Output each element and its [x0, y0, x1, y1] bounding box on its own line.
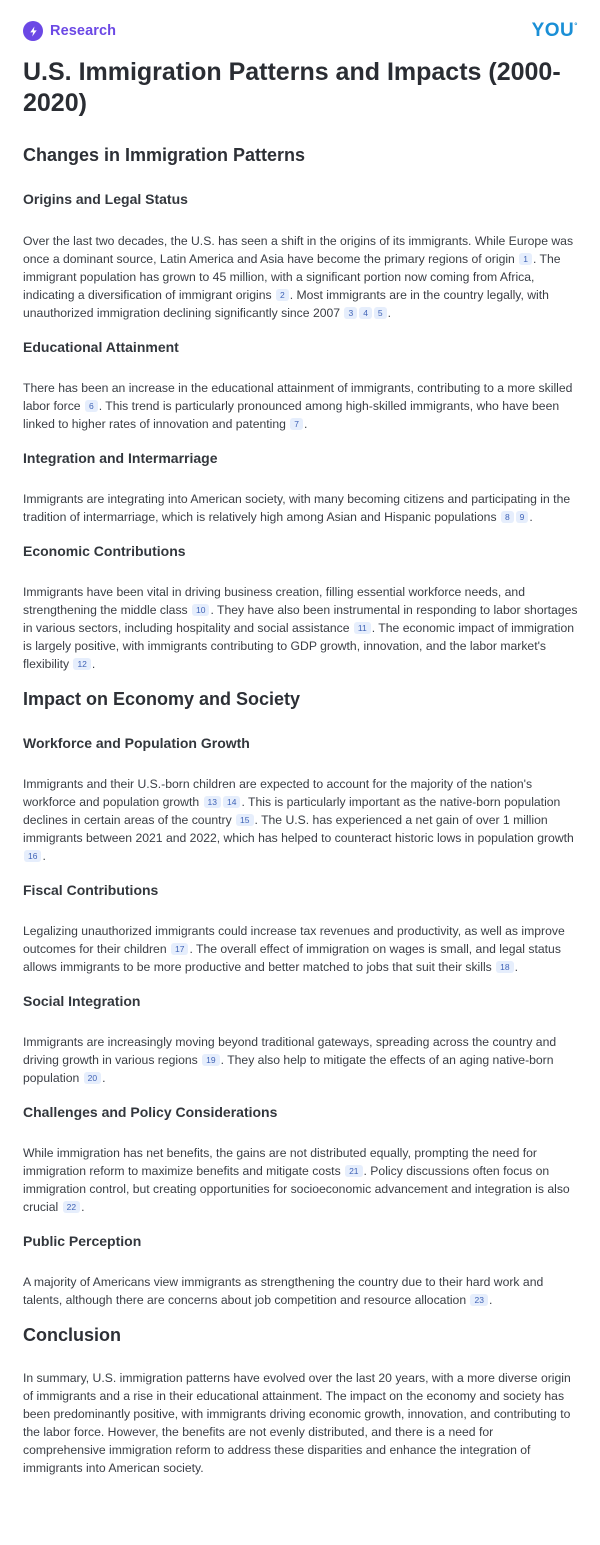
paragraph-origins: Over the last two decades, the U.S. has seen a shift in the origins of its immigrants. While Europe was once a dominant source, Latin America and Asia have become the primary regions of origin 1 . The immigrant population has grown to 45 million, with a significant portion now coming from Africa, indicating a diversification of immigrant origins 2 . Most immigrants are in the country legally, with unauthorized immigration declining significantly since 2007 3 4 5 .	[23, 234, 574, 320]
paragraph-challenges: While immigration has net benefits, the gains are not distributed equally, prompting the need for immigration reform to maximize benefits and mitigate costs 21 . Policy discussions often focus on immigration control, but creating opportunities for socioeconomic advancement and integration is also crucial 22 .	[23, 1146, 570, 1214]
paragraph-fiscal: Legalizing unauthorized immigrants could increase tax revenues and productivity, as well as improve outcomes for their children 17 . The overall effect of immigration on wages is small, and legal status allows immigrants to be more productive and better matched to jobs that suit their skills 18 .	[23, 924, 565, 974]
citation-badge[interactable]: 9	[516, 511, 529, 523]
citation-badge[interactable]: 14	[223, 796, 240, 808]
citation-badge[interactable]: 21	[345, 1165, 362, 1177]
subheading-social: Social Integration	[23, 993, 141, 1009]
section-heading-conclusion: Conclusion	[23, 1325, 121, 1345]
bolt-icon	[23, 21, 43, 41]
citation-badge[interactable]: 18	[496, 961, 513, 973]
logo-mark: °	[574, 21, 578, 31]
subheading-challenges: Challenges and Policy Considerations	[23, 1104, 278, 1120]
citation-badge[interactable]: 1	[519, 253, 532, 265]
citation-badge[interactable]: 7	[290, 418, 303, 430]
paragraph-education: There has been an increase in the educational attainment of immigrants, contributing to a more skilled labor force 6 . This trend is particularly pronounced among high-skilled immigrants, who have been linked to higher rates of innovation and patenting 7 .	[23, 381, 573, 431]
citation-badge[interactable]: 8	[501, 511, 514, 523]
paragraph-social: Immigrants are increasingly moving beyond traditional gateways, spreading across the country and driving growth in various regions 19 . They also help to mitigate the effects of an aging native-born population 20 .	[23, 1035, 557, 1085]
citation-badge[interactable]: 16	[24, 850, 41, 862]
subheading-economic: Economic Contributions	[23, 543, 186, 559]
citation-badge[interactable]: 23	[470, 1294, 487, 1306]
citation-badge[interactable]: 4	[359, 307, 372, 319]
subheading-fiscal: Fiscal Contributions	[23, 882, 159, 898]
citation-badge[interactable]: 15	[236, 814, 253, 826]
you-logo[interactable]	[532, 20, 578, 42]
citation-badge[interactable]: 19	[202, 1054, 219, 1066]
section-heading-changes: Changes in Immigration Patterns	[23, 145, 306, 165]
citation-badge[interactable]: 5	[374, 307, 387, 319]
subheading-workforce: Workforce and Population Growth	[23, 735, 250, 751]
logo-text: YOU	[531, 20, 575, 41]
paragraph-conclusion: In summary, U.S. immigration patterns have evolved over the last 20 years, with a more diverse origin of immigrants and a rise in their educational attainment. The impact on the economy and society has been predominantly positive, with immigrants driving economic growth, innovation, and contributing to the labor force. However, the benefits are not evenly distributed, and there is a need for comprehensive immigration reform to address these disparities and enhance the integration of immigrants into American society.	[23, 1371, 571, 1475]
paragraph-perception: A majority of Americans view immigrants as strengthening the country due to their hard work and talents, although there are concerns about job competition and resource allocation 23 .	[23, 1275, 544, 1307]
citation-badge[interactable]: 3	[344, 307, 357, 319]
subheading-education: Educational Attainment	[23, 339, 179, 355]
subheading-perception: Public Perception	[23, 1233, 142, 1249]
paragraph-economic: Immigrants have been vital in driving business creation, filling essential workforce needs, and strengthening the middle class 10 . They have also been instrumental in responding to labor shortages in various sectors, including hospitality and social assistance 11 . The economic impact of immigration is largely positive, with immigrants contributing to GDP growth, innovation, and the labor market's flexibility 12 .	[23, 585, 578, 671]
citation-badge[interactable]: 10	[192, 604, 209, 616]
citation-badge[interactable]: 12	[73, 658, 90, 670]
subheading-origins: Origins and Legal Status	[23, 191, 188, 207]
section-heading-impact: Impact on Economy and Society	[23, 689, 301, 709]
citation-badge[interactable]: 17	[171, 943, 188, 955]
citation-badge[interactable]: 13	[204, 796, 221, 808]
paragraph-workforce: Immigrants and their U.S.-born children are expected to account for the majority of the nation's workforce and population growth 13 14 . This is particularly important as the native-born population declines in certain areas of the country 15 . The U.S. has experienced a net gain of over 1 million immigrants between 2021 and 2022, which has helped to counteract historic lows in population growth 16 .	[23, 777, 574, 863]
citation-badge[interactable]: 20	[84, 1072, 101, 1084]
subheading-integration: Integration and Intermarriage	[23, 450, 218, 466]
citation-badge[interactable]: 2	[276, 289, 289, 301]
paragraph-integration: Immigrants are integrating into American society, with many becoming citizens and participating in the tradition of intermarriage, which is relatively high among Asian and Hispanic populations 8 9 .	[23, 492, 571, 524]
research-badge-label: Research	[50, 23, 117, 39]
citation-badge[interactable]: 22	[63, 1201, 80, 1213]
research-badge[interactable]	[23, 21, 116, 41]
citation-badge[interactable]: 6	[85, 400, 98, 412]
citation-badge[interactable]: 11	[354, 622, 371, 634]
top-bar	[23, 20, 578, 44]
page-title: U.S. Immigration Patterns and Impacts (2000-2020)	[23, 58, 561, 117]
article-content	[23, 144, 578, 1477]
